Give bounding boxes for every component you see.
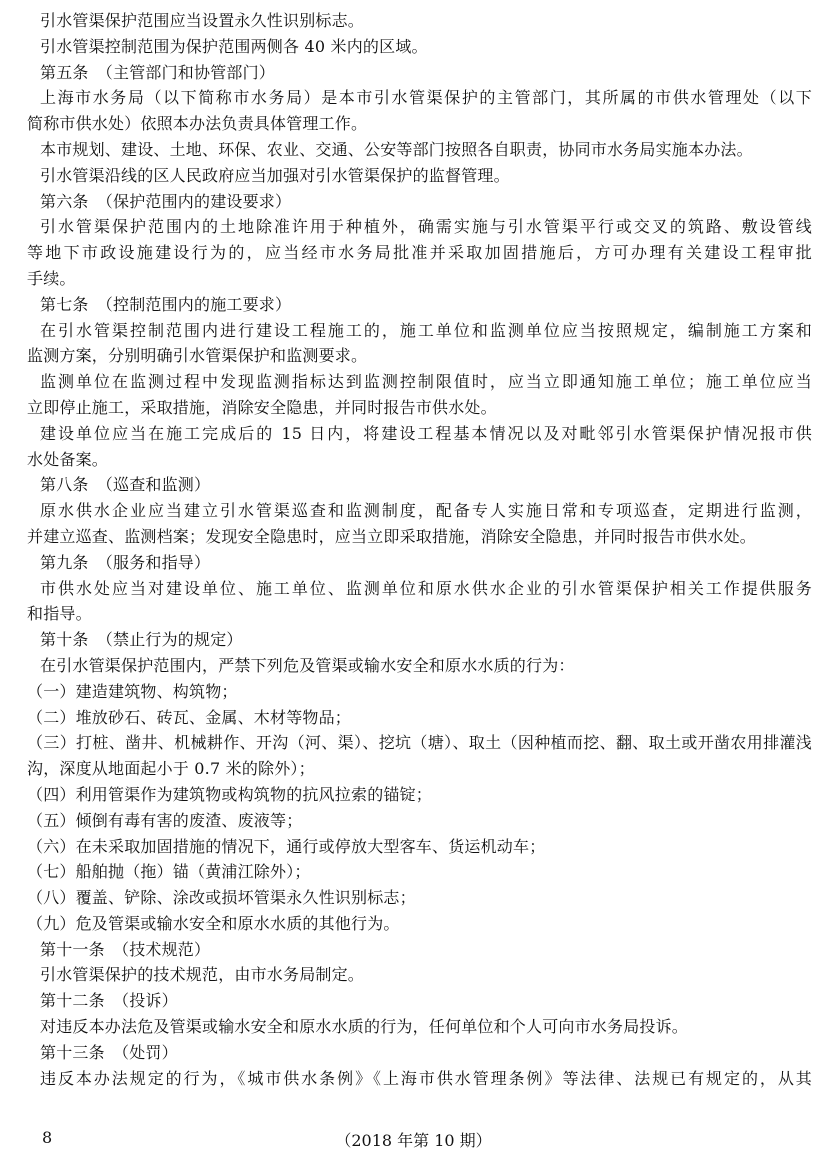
text-line: 沟，深度从地面起小于 0.7 米的除外）； [27,759,315,779]
text-line: 对违反本办法危及管渠或输水安全和原水水质的行为，任何单位和个人可向市水务局投诉。 [40,1017,689,1037]
page-footer [0,1128,827,1156]
text-line: 第八条 （巡查和监测） [40,475,211,495]
text-line: 第十条 （禁止行为的规定） [40,630,243,650]
text-line: 并建立巡查、监测档案；发现安全隐患时，应当立即采取措施，消除安全隐患，并同时报告市供水处。 [27,526,757,546]
text-line: （九）危及管渠或输水安全和原水水质的其他行为。 [27,913,400,933]
text-line: （六）在未采取加固措施的情况下，通行或停放大型客车、货运机动车； [27,836,546,856]
text-line: 第六条 （保护范围内的建设要求） [40,191,292,211]
text-line: 违反本办法规定的行为，《城市供水条例》《上海市供水管理条例》等法律、法规已有规定的，从其 [40,1068,812,1088]
text-line: 水处备案。 [27,449,109,469]
text-line: 和指导。 [27,604,92,624]
text-line: （七）船舶抛（拖）锚（黄浦江除外）； [27,862,311,882]
text-line: 引水管渠沿线的区人民政府应当加强对引水管渠保护的监督管理。 [40,165,510,185]
text-line: 引水管渠控制范围为保护范围两侧各 40 米内的区域。 [40,36,428,56]
text-line: 第五条 （主管部门和协管部门） [40,62,276,82]
text-line: 监测方案，分别明确引水管渠保护和监测要求。 [27,346,368,366]
text-line: （五）倾倒有毒有害的废渣、废液等； [27,810,303,830]
text-line: 立即停止施工，采取措施，消除安全隐患，并同时报告市供水处。 [27,397,497,417]
text-line: （一）建造建筑物、构筑物； [27,681,238,701]
text-line: （八）覆盖、铲除、涂改或损坏管渠永久性识别标志； [27,888,416,908]
text-line: 第十三条 （处罚） [40,1042,178,1062]
text-line: 原水供水企业应当建立引水管渠巡查和监测制度，配备专人实施日常和专项巡查，定期进行监测， [40,501,812,521]
issue-label: （2018 年第 10 期） [335,1131,492,1150]
text-line: 建设单位应当在施工完成后的 15 日内，将建设工程基本情况以及对毗邻引水管渠保护情况报市供 [40,423,812,443]
text-line: 引水管渠保护范围内的土地除准许用于种植外，确需实施与引水管渠平行或交叉的筑路、敷设管线 [40,217,812,237]
text-line: 第十一条 （技术规范） [40,939,211,959]
text-line: （四）利用管渠作为建筑物或构筑物的抗风拉索的锚锭； [27,784,433,804]
text-line: 上海市水务局（以下简称市水务局）是本市引水管渠保护的主管部门，其所属的市供水管理处（以下 [40,88,812,108]
text-line: 简称市供水处）依照本办法负责具体管理工作。 [27,114,368,134]
text-line: 等地下市政设施建设行为的，应当经市水务局批准并采取加固措施后，方可办理有关建设工程审批 [27,243,812,263]
page-number: 8 [42,1128,53,1147]
text-line: 监测单位在监测过程中发现监测指标达到监测控制限值时，应当立即通知施工单位；施工单位应当 [40,372,812,392]
text-line: 引水管渠保护范围应当设置永久性识别标志。 [40,11,365,30]
text-line: 第十二条 （投诉） [40,991,178,1011]
text-line: 手续。 [27,268,76,288]
text-line: 本市规划、建设、土地、环保、农业、交通、公安等部门按照各自职责，协同市水务局实施本办法。 [40,139,753,159]
text-line: 引水管渠保护的技术规范，由市水务局制定。 [40,965,365,985]
document-body [27,8,812,1091]
text-line: 在引水管渠控制范围内进行建设工程施工的，施工单位和监测单位应当按照规定，编制施工方案和 [40,320,812,340]
text-line: 在引水管渠保护范围内，严禁下列危及管渠或输水安全和原水水质的行为： [40,655,575,675]
text-line: 第七条 （控制范围内的施工要求） [40,294,292,314]
text-line: （三）打桩、凿井、机械耕作、开沟（河、渠）、挖坑（塘）、取土（因种植而挖、翻、取土或开凿农用排灌浅 [27,733,812,753]
text-line: （二）堆放砂石、砖瓦、金属、木材等物品； [27,707,352,727]
text-line: 第九条 （服务和指导） [40,552,211,572]
text-line: 市供水处应当对建设单位、施工单位、监测单位和原水供水企业的引水管渠保护相关工作提供服务 [40,578,812,598]
